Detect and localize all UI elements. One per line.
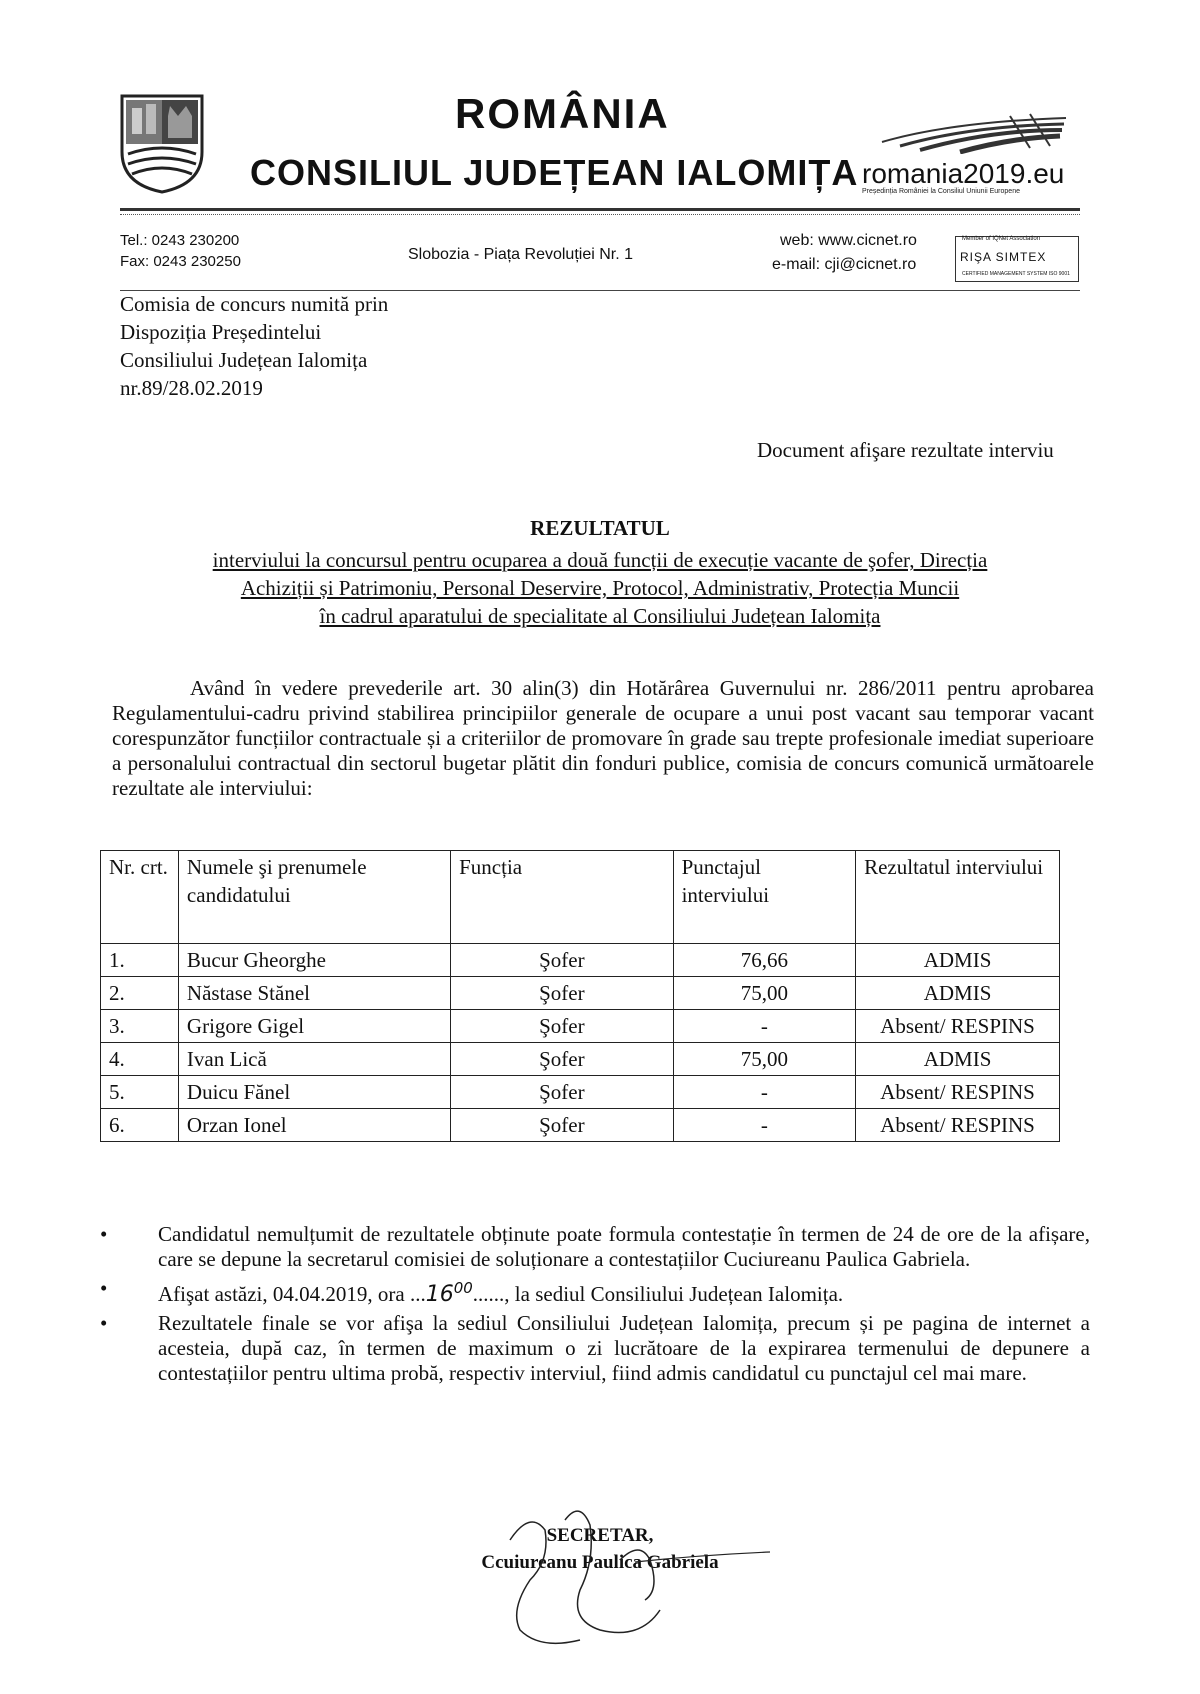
row-score: - <box>673 1010 856 1043</box>
table-row <box>101 977 1060 1010</box>
table-row <box>101 1109 1060 1142</box>
title-line-1: interviului la concursul pentru ocuparea a două funcții de execuție vacante de şofer, Direcția <box>212 548 988 572</box>
header-name: Numele şi prenumele candidatului <box>178 851 450 944</box>
row-function: Şofer <box>451 1010 673 1043</box>
bullet-icon: • <box>100 1311 108 1335</box>
row-nr: 3. <box>101 1010 179 1043</box>
row-nr: 5. <box>101 1076 179 1109</box>
row-function: Şofer <box>451 944 673 977</box>
row-function: Şofer <box>451 1109 673 1142</box>
signature-name: Ccuiureanu Paulica Gabriela <box>481 1552 719 1573</box>
commission-line-2: Dispoziția Președintelui <box>120 320 322 344</box>
contact-web: web: www.cicnet.ro <box>780 232 917 249</box>
row-result: ADMIS <box>856 977 1060 1010</box>
list-item <box>100 1276 1090 1307</box>
eu-presidency-tagline: Președinția României la Consiliul Uniunii Europene <box>862 188 1020 195</box>
iso-certification-badge <box>955 236 1079 282</box>
commission-line-1: Comisia de concurs numită prin <box>120 292 389 316</box>
results-table <box>100 850 1060 1142</box>
header-nr: Nr. crt. <box>101 851 179 944</box>
row-result: ADMIS <box>856 944 1060 977</box>
contact-fax: Fax: 0243 230250 <box>120 253 241 270</box>
header-rule-dotted <box>120 214 1080 215</box>
row-name: Orzan Ionel <box>178 1109 450 1142</box>
row-function: Şofer <box>451 977 673 1010</box>
header-council-name: CONSILIUL JUDEȚEAN IALOMIȚA <box>250 152 859 193</box>
contact-tel: Tel.: 0243 230200 <box>120 232 240 249</box>
cert-main-text: RIŞA SIMTEX <box>960 250 1047 264</box>
eu-presidency-site: romania2019.eu <box>862 158 1065 189</box>
commission-line-3: Consiliului Județean Ialomița <box>120 348 368 372</box>
notes-list <box>100 1222 1090 1390</box>
document-type: Document afişare rezultate interviu <box>757 438 1054 462</box>
row-result: ADMIS <box>856 1043 1060 1076</box>
bullet-icon: • <box>100 1222 108 1246</box>
note-contestation: Candidatul nemulțumit de rezultatele obținute poate formula contestație în termen de 24 de ore de la afișare, care se depune la secretarul comisiei de soluționare a contestațiilor Cuciureanu Paulica Gabriela. <box>158 1222 1090 1271</box>
signature-role: SECRETAR, <box>546 1525 654 1546</box>
table-row <box>101 1076 1060 1109</box>
row-nr: 2. <box>101 977 179 1010</box>
contact-email: e-mail: cji@cicnet.ro <box>772 256 917 273</box>
eu-presidency-logo <box>880 112 1068 154</box>
row-nr: 6. <box>101 1109 179 1142</box>
handwritten-minutes: 00 <box>453 1279 473 1297</box>
header-result: Rezultatul interviului <box>856 851 1060 944</box>
header-rule <box>120 208 1080 211</box>
note-posted-suffix: ......, la sediul Consiliului Județean Ialomița. <box>472 1282 844 1306</box>
table-row <box>101 1043 1060 1076</box>
row-result: Absent/ RESPINS <box>856 1010 1060 1043</box>
handwritten-signature <box>470 1500 770 1650</box>
contact-address: Slobozia - Piața Revoluției Nr. 1 <box>408 246 633 263</box>
row-name: Duicu Fănel <box>178 1076 450 1109</box>
cert-top-text: Member of IQNet Association <box>962 236 1041 242</box>
cert-bottom-text: CERTIFIED MANAGEMENT SYSTEM ISO 9001 <box>962 271 1070 277</box>
row-name: Ivan Lică <box>178 1043 450 1076</box>
list-item <box>100 1222 1090 1272</box>
row-nr: 1. <box>101 944 179 977</box>
note-final-results: Rezultatele finale se vor afişa la sediul Consiliului Județean Ialomița, precum și pe pagina de internet a acesteia, după caz, în termen de maximum o zi lucrătoare de la expirarea termenului de depunere a contestațiilor pentru ultima probă, respectiv interviul, fiind admis candidatul cu punctajul cel mai mare. <box>158 1311 1090 1385</box>
row-score: 75,00 <box>673 977 856 1010</box>
row-name: Năstase Stănel <box>178 977 450 1010</box>
bullet-icon: • <box>100 1276 108 1300</box>
row-score: - <box>673 1076 856 1109</box>
row-name: Grigore Gigel <box>178 1010 450 1043</box>
row-result: Absent/ RESPINS <box>856 1076 1060 1109</box>
row-result: Absent/ RESPINS <box>856 1109 1060 1142</box>
list-item <box>100 1311 1090 1386</box>
row-score: 76,66 <box>673 944 856 977</box>
table-row <box>101 1010 1060 1043</box>
handwritten-hour: 16 <box>425 1282 454 1307</box>
result-heading: REZULTATUL <box>530 516 670 540</box>
header-country: ROMÂNIA <box>455 90 670 137</box>
intro-paragraph <box>112 676 1094 801</box>
table-row <box>101 944 1060 977</box>
county-coat-of-arms <box>118 92 206 194</box>
row-name: Bucur Gheorghe <box>178 944 450 977</box>
commission-line-4: nr.89/28.02.2019 <box>120 376 263 400</box>
note-posted-prefix: Afişat astăzi, 04.04.2019, ora ... <box>158 1282 426 1306</box>
row-function: Şofer <box>451 1043 673 1076</box>
header-function: Funcția <box>451 851 673 944</box>
header-score: Punctajul interviului <box>673 851 856 944</box>
title-line-2: Achiziții și Patrimoniu, Personal Deservire, Protocol, Administrativ, Protecția Muncii <box>240 576 960 600</box>
row-score: 75,00 <box>673 1043 856 1076</box>
row-nr: 4. <box>101 1043 179 1076</box>
title-line-3: în cadrul aparatului de specialitate al Consiliului Județean Ialomița <box>319 604 881 628</box>
row-function: Şofer <box>451 1076 673 1109</box>
table-header-row <box>101 851 1060 944</box>
row-score: - <box>673 1109 856 1142</box>
intro-text: Având în vedere prevederile art. 30 alin(3) din Hotărârea Guvernului nr. 286/2011 pentru aprobarea Regulamentului-cadru privind stabilirea principiilor generale de ocupare a unui post vacant sau temporar vacant corespunzător funcțiilor contractuale și a criteriilor de promovare în grade sau trepte profesionale imediat superioare a personalului contractual din sectorul bugetar plătit din fonduri publice, comisia de concurs comunică următoarele rezultate ale interviului: <box>112 676 1094 800</box>
